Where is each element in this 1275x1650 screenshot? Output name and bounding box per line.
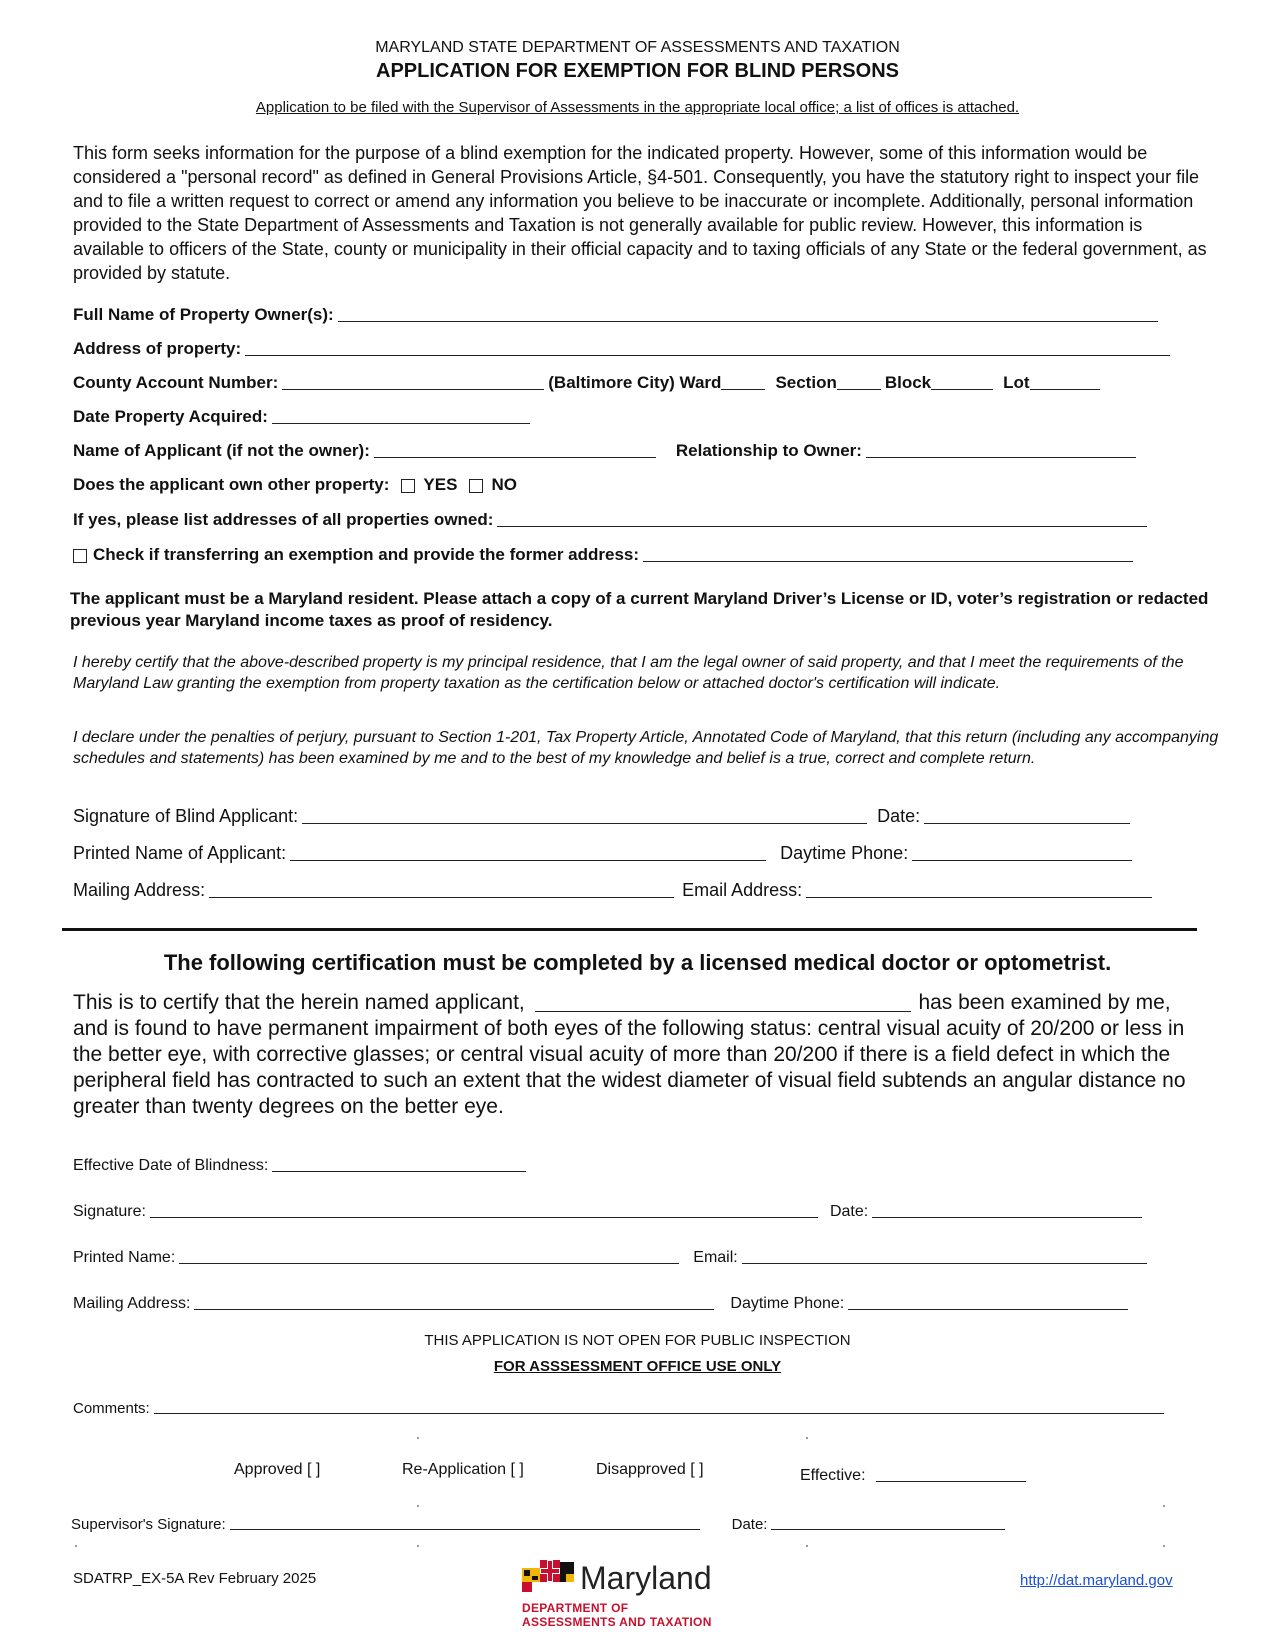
doctor-printed-name-label: Printed Name: — [73, 1249, 176, 1266]
filing-note: Application to be filed with the Supervisor of Assessments in the appropriate local office; a list of offices is attached. — [255, 99, 1020, 116]
form-code: SDATRP_EX-5A Rev February 2025 — [73, 1570, 317, 1587]
relationship-field[interactable] — [866, 442, 1136, 458]
effective-row — [800, 1466, 1030, 1485]
dot-mark — [75, 1545, 77, 1547]
disapproved-option[interactable]: Disapproved [ ] — [596, 1461, 704, 1478]
applicant-email-field[interactable] — [806, 882, 1152, 898]
applicant-date-label: Date: — [877, 806, 921, 826]
address-field[interactable] — [245, 340, 1170, 356]
ward-label: (Baltimore City) Ward — [548, 373, 722, 392]
owner-row — [73, 305, 1162, 325]
logo-department-line2: ASSESSMENTS AND TAXATION — [522, 1615, 712, 1629]
yes-checkbox[interactable] — [401, 479, 415, 493]
supervisor-signature-field[interactable] — [230, 1514, 700, 1530]
effective-date-label: Effective Date of Blindness: — [73, 1157, 269, 1174]
privacy-notice: This form seeks information for the purpose of a blind exemption for the indicated property. However, some of this information would be considered a "personal record" as defined in General Provisions Article, §4-501. Consequently, you have the statutory right to inspect your file and to file a written request to correct or amend any information you believe to be inaccurate or incomplete. Additionally, personal information provided to the State Department of Assessments and Taxation is not generally available for public review. However, this information is available to officers of the State, county or municipality in their official capacity and to taxing officials of any State or the federal government, as provided by statute. — [73, 143, 1207, 283]
certify-statement: I hereby certify that the above-described property is my principal residence, that I am the legal owner of said property, and that I meet the requirements of the Maryland Law granting the exemption from property taxation as the certification below or attached doctor's certification will indicate. — [73, 654, 1184, 692]
form-title: APPLICATION FOR EXEMPTION FOR BLIND PERSONS — [376, 60, 899, 82]
supervisor-date-field[interactable] — [771, 1514, 1005, 1530]
no-label: NO — [491, 475, 517, 494]
other-addresses-field[interactable] — [497, 511, 1147, 527]
comments-row — [73, 1398, 1168, 1417]
supervisor-row — [71, 1514, 1009, 1533]
reapplication-option[interactable]: Re-Application [ ] — [402, 1461, 524, 1478]
applicant-phone-field[interactable] — [912, 845, 1132, 861]
not-public-notice: THIS APPLICATION IS NOT OPEN FOR PUBLIC INSPECTION — [424, 1332, 851, 1349]
doctor-signature-field[interactable] — [150, 1202, 818, 1218]
certification-text-end: has been examined by me, and is found to have permanent impairment of both eyes of the following status: central visual acuity of 20/200 or less in the better eye, with corrective glasses; or central visual acuity of more than 20/200 if there is a field defect in which the peripheral field has contracted to such an extent that the widest diameter of visual field subtends an angular distance no greater than twenty degrees on the better eye. — [73, 991, 1186, 1118]
account-row — [73, 373, 1104, 393]
certification-text-start: This is to certify that the herein named applicant, — [73, 991, 525, 1014]
website-link[interactable]: http://dat.maryland.gov — [1020, 1572, 1173, 1589]
owner-field[interactable] — [338, 306, 1158, 322]
other-property-label: Does the applicant own other property: — [73, 475, 390, 494]
section-field[interactable] — [837, 374, 881, 390]
applicant-signature-row — [73, 806, 1134, 827]
date-acquired-row — [73, 407, 534, 427]
maryland-flag-icon — [522, 1558, 578, 1598]
doctor-phone-field[interactable] — [848, 1294, 1128, 1310]
supervisor-date-label: Date: — [731, 1516, 768, 1533]
dot-mark — [417, 1437, 419, 1439]
effective-field[interactable] — [876, 1466, 1026, 1482]
dot-mark — [417, 1545, 419, 1547]
doctor-phone-label: Daytime Phone: — [730, 1295, 845, 1312]
applicant-mailing-row — [73, 880, 1156, 901]
county-account-label: County Account Number: — [73, 373, 279, 392]
doctor-mailing-row — [73, 1294, 1132, 1313]
applicant-printed-name-field[interactable] — [290, 845, 766, 861]
other-addresses-label: If yes, please list addresses of all properties owned: — [73, 510, 494, 529]
applicant-mailing-field[interactable] — [209, 882, 674, 898]
comments-field[interactable] — [154, 1398, 1164, 1414]
other-addresses-row — [73, 510, 1151, 530]
logo-department-line1: DEPARTMENT OF — [522, 1601, 629, 1615]
address-row — [73, 339, 1174, 359]
dot-mark — [806, 1437, 808, 1439]
dot-mark — [806, 1545, 808, 1547]
applicant-name-field[interactable] — [374, 442, 656, 458]
lot-label: Lot — [1003, 373, 1030, 392]
yes-label: YES — [423, 475, 458, 494]
agency-name: MARYLAND STATE DEPARTMENT OF ASSESSMENTS AND TAXATION — [375, 39, 900, 56]
effective-date-field[interactable] — [272, 1156, 526, 1172]
block-field[interactable] — [931, 374, 993, 390]
doctor-mailing-label: Mailing Address: — [73, 1295, 191, 1312]
doctor-email-label: Email: — [693, 1249, 738, 1266]
applicant-signature-label: Signature of Blind Applicant: — [73, 806, 299, 826]
dot-mark — [1163, 1505, 1165, 1507]
logo-wordmark: Maryland — [580, 1560, 712, 1596]
doctor-email-field[interactable] — [742, 1248, 1147, 1264]
logo-department — [522, 1601, 712, 1629]
transfer-field[interactable] — [643, 546, 1133, 562]
lot-field[interactable] — [1030, 374, 1100, 390]
doctor-name-row — [73, 1248, 1151, 1267]
office-use-heading: FOR ASSSESSMENT OFFICE USE ONLY — [493, 1358, 782, 1375]
ward-field[interactable] — [721, 374, 765, 390]
transfer-label: Check if transferring an exemption and provide the former address: — [93, 545, 640, 564]
doctor-signature-row — [73, 1202, 1146, 1221]
applicant-name-label: Name of Applicant (if not the owner): — [73, 441, 370, 460]
doctor-mailing-field[interactable] — [194, 1294, 714, 1310]
certification-text — [73, 990, 1203, 1120]
certification-title: The following certification must be completed by a licensed medical doctor or optometrist. — [163, 950, 1112, 975]
effective-label: Effective: — [800, 1467, 866, 1484]
applicant-row — [73, 441, 1140, 461]
dot-mark — [417, 1505, 419, 1507]
effective-date-row — [73, 1156, 530, 1175]
address-label: Address of property: — [73, 339, 242, 358]
block-label: Block — [884, 373, 932, 392]
dot-mark — [1163, 1545, 1165, 1547]
date-acquired-label: Date Property Acquired: — [73, 407, 268, 426]
certified-applicant-field[interactable] — [535, 993, 911, 1012]
applicant-email-label: Email Address: — [682, 880, 803, 900]
approved-option[interactable]: Approved [ ] — [234, 1461, 321, 1478]
section-divider — [62, 928, 1197, 931]
applicant-printed-name-label: Printed Name of Applicant: — [73, 843, 287, 863]
comments-label: Comments: — [73, 1400, 150, 1417]
doctor-printed-name-field[interactable] — [179, 1248, 679, 1264]
supervisor-signature-label: Supervisor's Signature: — [71, 1516, 226, 1533]
applicant-mailing-label: Mailing Address: — [73, 880, 206, 900]
county-account-field[interactable] — [282, 374, 544, 390]
transfer-row — [73, 545, 1137, 565]
other-property-row — [73, 475, 517, 495]
applicant-phone-label: Daytime Phone: — [780, 843, 909, 863]
perjury-statement: I declare under the penalties of perjury, pursuant to Section 1-201, Tax Property Article, Annotated Code of Maryland, that this return (including any accompanying schedules and statements) has been examined by me and to the best of my knowledge and belief is a true, correct and complete return. — [73, 729, 1219, 767]
no-checkbox[interactable] — [469, 479, 483, 493]
residency-note: The applicant must be a Maryland resident. Please attach a copy of a current Maryland Driver’s License or ID, voter’s registration or redacted previous year Maryland income taxes as proof of residency. — [70, 589, 1209, 630]
doctor-date-field[interactable] — [872, 1202, 1142, 1218]
applicant-date-field[interactable] — [924, 808, 1130, 824]
applicant-signature-field[interactable] — [302, 808, 867, 824]
owner-label: Full Name of Property Owner(s): — [73, 305, 334, 324]
transfer-checkbox[interactable] — [73, 549, 87, 563]
doctor-signature-label: Signature: — [73, 1203, 146, 1220]
section-label: Section — [775, 373, 837, 392]
doctor-date-label: Date: — [829, 1203, 869, 1220]
applicant-name-row — [73, 843, 1136, 864]
date-acquired-field[interactable] — [272, 408, 530, 424]
relationship-label: Relationship to Owner: — [675, 441, 862, 460]
